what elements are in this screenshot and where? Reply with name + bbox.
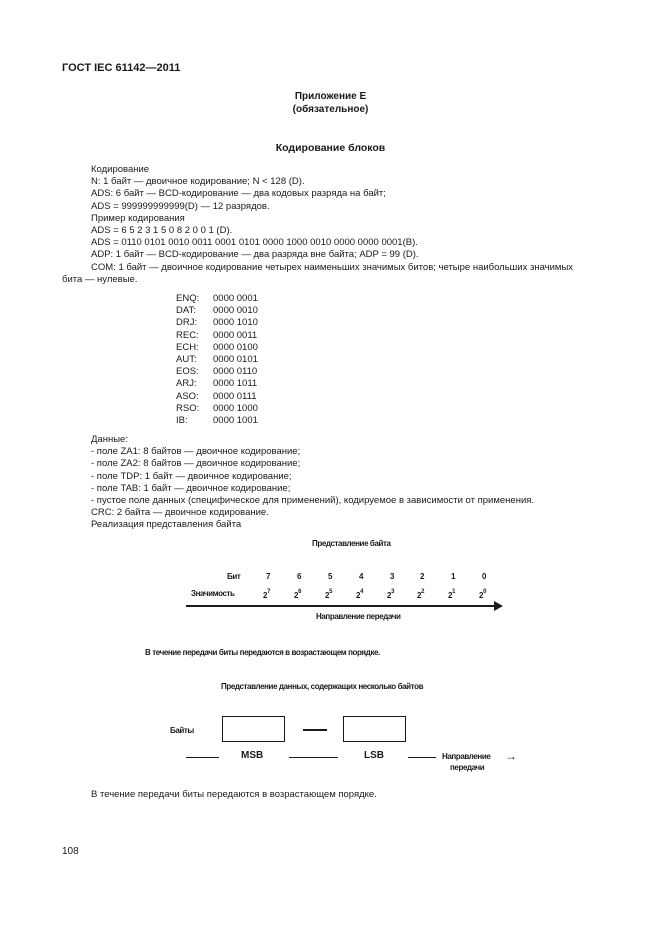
bit-number: 7	[266, 572, 271, 581]
weight-exponent: 1	[452, 589, 455, 595]
data-line: - поле ZA1: 8 байтов — двоичное кодирование;	[91, 446, 301, 458]
bytes-label: Байты	[170, 726, 194, 735]
data-line: Данные:	[91, 434, 128, 445]
weight-base: 2	[448, 591, 453, 600]
bit-weight	[356, 589, 363, 600]
byte-diagram-title: Представление байта	[312, 539, 391, 548]
bit-number: 3	[390, 572, 395, 581]
encoding-lines	[91, 164, 573, 274]
bit-number: 1	[451, 572, 456, 581]
encoding-line: ADS = 6 5 2 3 1 5 0 8 2 0 0 1 (D).	[91, 225, 233, 237]
encoding-line: ADP: 1 байт — BCD-кодирование — два разряда вне байта; ADP = 99 (D).	[91, 249, 419, 261]
code-label: ECH:	[176, 341, 199, 353]
weight-base: 2	[387, 591, 392, 600]
byte-box-msb	[222, 716, 285, 742]
direction-arrow-icon: →	[505, 749, 517, 763]
direction-arrowhead-icon	[494, 601, 504, 611]
weight-exponent: 2	[421, 589, 424, 595]
code-label: IB:	[176, 415, 188, 426]
encoding-line: ADS = 0110 0101 0010 0011 0001 0101 0000 1000 0010 0000 0000 0001(B).	[91, 237, 418, 249]
code-value: 0000 1000	[213, 402, 258, 414]
direction-label: Направление передачи	[316, 612, 401, 621]
direction-label-line1: Направление	[442, 752, 491, 761]
bit-weight	[417, 589, 424, 600]
weight-base: 2	[325, 591, 330, 600]
code-label: ASO:	[176, 390, 199, 402]
code-value: 0000 0100	[213, 341, 258, 353]
data-line: - пустое поле данных (специфическое для применений), кодируемое в зависимости от применения.	[91, 495, 535, 507]
code-label: REC:	[176, 329, 199, 341]
weight-base: 2	[294, 591, 299, 600]
transmission-note: В течение передачи биты передаются в возрастающем порядке.	[91, 789, 377, 800]
direction-line	[186, 605, 496, 607]
bit-number: 0	[482, 572, 487, 581]
bit-weight	[479, 589, 486, 600]
transmission-note-bold: В течение передачи биты передаются в возрастающем порядке.	[145, 648, 380, 657]
weight-exponent: 0	[483, 589, 486, 595]
bit-weight	[263, 589, 270, 600]
encoding-line: Пример кодирования	[91, 212, 185, 224]
code-value: 0000 0110	[213, 366, 258, 378]
section-title: Кодирование блоков	[275, 142, 386, 154]
code-value: 0000 0011	[213, 329, 258, 341]
com-continuation: бита — нулевые.	[62, 274, 138, 285]
data-line: CRC: 2 байта — двоичное кодирование.	[91, 507, 269, 519]
weight-exponent: 6	[298, 589, 301, 595]
lsb-label: LSB	[364, 750, 384, 761]
bit-weight	[325, 589, 332, 600]
multibyte-diagram-title: Представление данных, содержащих несколько байтов	[221, 682, 424, 691]
data-line: - поле ZA2: 8 байтов — двоичное кодирование;	[91, 458, 301, 470]
weight-label: Значимость	[191, 589, 235, 598]
data-line: - поле TDP: 1 байт — двоичное кодирование;	[91, 470, 292, 482]
msb-label: MSB	[241, 750, 264, 761]
code-value: 0000 1011	[213, 378, 258, 390]
page-number: 108	[62, 846, 79, 857]
code-value: 0000 1010	[213, 317, 258, 329]
bit-number: 2	[420, 572, 425, 581]
bit-number: 5	[328, 572, 333, 581]
code-value: 0000 1001	[213, 415, 258, 426]
code-label: EOS:	[176, 366, 199, 378]
code-label: DRJ:	[176, 317, 198, 329]
code-value: 0000 0001	[213, 293, 258, 304]
annex-title: Приложение E	[294, 91, 367, 102]
bit-weight	[294, 589, 301, 600]
msb-line-left	[186, 757, 219, 758]
bit-number: 4	[359, 572, 364, 581]
code-label: RSO:	[176, 402, 200, 414]
lsb-line-right	[408, 757, 436, 758]
bit-number: 6	[297, 572, 302, 581]
encoding-line: ADS = 999999999999(D) — 12 разрядов.	[91, 200, 270, 212]
code-value: 0000 0010	[213, 305, 258, 317]
direction-label-line2: передачи	[450, 763, 485, 772]
data-line: - поле TAB: 1 байт — двоичное кодирование;	[91, 482, 291, 494]
code-label: DAT:	[176, 305, 196, 317]
weight-base: 2	[417, 591, 422, 600]
encoding-line: COM: 1 байт — двоичное кодирование четырех наименьших значимых битов; четыре наибольших значимых	[91, 261, 574, 273]
weight-exponent: 5	[329, 589, 332, 595]
encoding-line: ADS: 6 байт — BCD-кодирование — два кодовых разряда на байт;	[91, 188, 386, 200]
code-value: 0000 0101	[213, 354, 258, 365]
weight-base: 2	[356, 591, 361, 600]
weight-base: 2	[479, 591, 484, 600]
encoding-line: Кодирование	[91, 164, 150, 175]
annex-status: (обязательное)	[292, 104, 369, 115]
bit-label: Бит	[227, 572, 241, 581]
encoding-line: N: 1 байт — двоичное кодирование; N < 128 (D).	[91, 176, 305, 188]
byte-separator	[303, 729, 327, 731]
data-lines	[91, 434, 534, 532]
code-value: 0000 0111	[213, 390, 257, 402]
code-label: AUT:	[176, 354, 197, 365]
weight-exponent: 3	[391, 589, 394, 595]
msb-line-right	[289, 757, 338, 758]
weight-base: 2	[263, 591, 268, 600]
code-label: ARJ:	[176, 378, 197, 390]
bit-weight	[387, 589, 394, 600]
data-line: Реализация представления байта	[91, 519, 242, 531]
document-header: ГОСТ IEC 61142—2011	[62, 62, 181, 74]
weight-exponent: 7	[267, 589, 270, 595]
bit-weight	[448, 589, 455, 600]
byte-box-lsb	[343, 716, 406, 742]
code-label: ENQ:	[176, 293, 200, 304]
weight-exponent: 4	[360, 589, 363, 595]
